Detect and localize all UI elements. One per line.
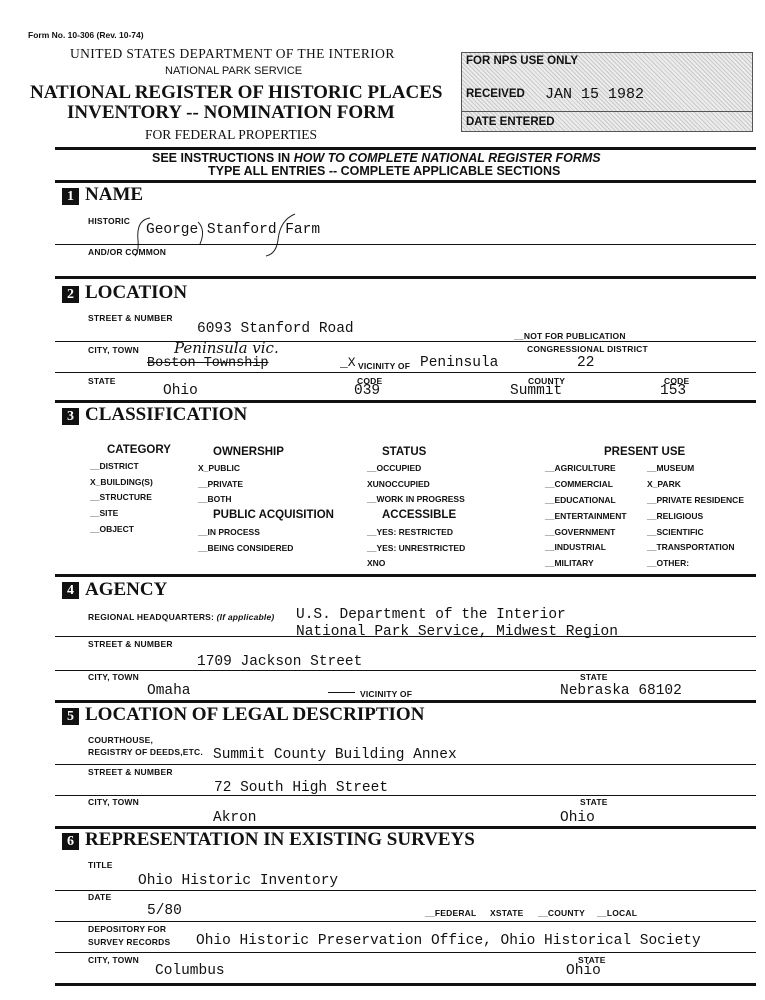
section-3-rule [55,574,756,577]
instructions-title: HOW TO COMPLETE NATIONAL REGISTER FORMS [293,151,601,165]
accessible-restricted: __YES: RESTRICTED [367,527,453,537]
depository-value: Ohio Historic Preservation Office, Ohio Historical Society [196,933,701,949]
status-header: STATUS [382,446,427,458]
city-handwritten: Peninsula vic. [174,339,279,357]
category-buildings: X_BUILDING(S) [90,476,153,487]
city-label: CITY, TOWN [88,345,139,355]
survey-title-line [55,890,756,891]
regional-hq-value-line2: National Park Service, Midwest Region [296,624,618,640]
ownership-private: __PRIVATE [198,478,244,489]
category-object: __OBJECT [90,523,134,534]
use-commercial: __COMMERCIAL [545,478,614,489]
historic-label: HISTORIC [88,216,131,226]
agency-city-value: Omaha [147,683,191,699]
survey-date-label: DATE [88,892,112,902]
survey-city-label: CITY, TOWN [88,955,139,965]
survey-date-value: 5/80 [147,903,182,919]
agency-street-value: 1709 Jackson Street [197,654,363,670]
section-3-title: CLASSIFICATION [85,404,248,425]
congressional-district-label: CONGRESSIONAL DISTRICT [527,344,648,354]
federal-properties-label: FOR FEDERAL PROPERTIES [145,127,317,142]
county-code-value: 153 [660,383,687,399]
accessible-no: XNO [367,558,386,569]
section-6-rule [55,983,756,986]
acquisition-in-process: __IN PROCESS [198,527,260,537]
county-code-label: CODE [664,376,690,386]
status-list [367,463,465,510]
present-use-list-left [545,463,627,574]
use-transportation: __TRANSPORTATION [647,542,735,553]
use-government: __GOVERNMENT [545,526,616,537]
street-label: STREET & NUMBER [88,313,173,323]
legal-city-value: Akron [213,810,257,826]
agency-street-label: STREET & NUMBER [88,639,173,649]
section-5-title: LOCATION OF LEGAL DESCRIPTION [85,704,425,725]
courthouse-label-line1: COURTHOUSE, [88,735,154,745]
accessible-header: ACCESSIBLE [382,509,457,521]
use-other: __OTHER: [647,558,690,569]
ownership-both: __BOTH [198,494,232,505]
instructions-rule [55,180,756,183]
county-value: Summit [510,383,563,399]
city-field-line [55,372,756,373]
courthouse-value: Summit County Building Annex [213,747,457,763]
section-6-number: 6 [62,833,79,850]
acquisition-list [198,527,293,558]
category-site: __SITE [90,508,119,519]
acquisition-being-considered: __BEING CONSIDERED [198,542,294,553]
survey-county: __COUNTY [538,908,585,918]
agency-state-value: Nebraska 68102 [560,683,682,699]
section-4-number: 4 [62,582,79,599]
not-for-publication-label: __NOT FOR PUBLICATION [514,331,626,341]
ownership-header: OWNERSHIP [213,446,284,458]
survey-date-line [55,921,756,922]
county-label: COUNTY [528,376,566,386]
use-private-residence: __PRIVATE RESIDENCE [647,494,744,505]
legal-street-label: STREET & NUMBER [88,767,173,777]
nps-use-label: FOR NPS USE ONLY [466,55,579,67]
section-1-rule [55,276,756,279]
agency-vicinity-blank [328,692,355,693]
legal-city-label: CITY, TOWN [88,797,139,807]
legal-street-line [55,795,756,796]
ownership-list [198,463,243,510]
use-park: X_PARK [647,478,681,489]
accessible-list [367,527,465,574]
state-value: Ohio [163,383,198,399]
use-educational: __EDUCATIONAL [545,494,616,505]
agency-state-label: STATE [580,672,608,682]
nps-use-box [461,52,753,132]
status-work-in-progress: __WORK IN PROGRESS [367,494,465,505]
section-6-title: REPRESENTATION IN EXISTING SURVEYS [85,829,475,850]
street-value: 6093 Stanford Road [197,321,354,337]
present-use-header: PRESENT USE [604,446,686,458]
depository-line [55,952,756,953]
section-3-number: 3 [62,408,79,425]
legal-state-value: Ohio [560,810,595,826]
code-value: 039 [354,383,381,399]
section-2-rule [55,400,756,403]
form-title-line2: INVENTORY -- NOMINATION FORM [67,102,395,123]
depository-label-line1: DEPOSITORY FOR [88,924,167,934]
received-label: RECEIVED [466,88,525,100]
survey-title-label: TITLE [88,860,113,870]
date-entered-label: DATE ENTERED [466,116,555,128]
section-5-number: 5 [62,708,79,725]
courthouse-field-line [55,764,756,765]
use-scientific: __SCIENTIFIC [647,526,704,537]
form-number: Form No. 10-306 (Rev. 10-74) [28,30,144,40]
nps-box-divider [462,111,752,112]
category-structure: __STRUCTURE [90,492,152,503]
use-military: __MILITARY [545,558,594,569]
survey-local: __LOCAL [597,908,638,918]
courthouse-label-line2: REGISTRY OF DEEDS,ETC. [88,747,203,757]
received-stamp: JAN 15 1982 [545,86,645,103]
acquisition-header: PUBLIC ACQUISITION [213,509,334,521]
survey-state-value: Ohio [566,963,601,979]
regional-hq-note: (If applicable) [216,612,275,622]
survey-city-value: Columbus [155,963,225,979]
survey-state-label: STATE [578,955,606,965]
use-museum: __MUSEUM [647,463,695,473]
category-district: __DISTRICT [90,461,139,471]
vicinity-mark: _X [340,355,356,370]
vicinity-value: Peninsula [420,355,499,371]
accessible-unrestricted: __YES: UNRESTRICTED [367,542,466,553]
instructions-text: SEE INSTRUCTIONS IN [152,151,294,165]
depository-label-line2: SURVEY RECORDS [88,937,171,947]
street-field-line [55,341,756,342]
survey-state: XSTATE [490,908,524,918]
form-title-line1: NATIONAL REGISTER OF HISTORIC PLACES [30,82,443,103]
agency-city-label: CITY, TOWN [88,672,139,682]
state-label: STATE [88,376,116,386]
agency-street-line [55,670,756,671]
use-industrial: __INDUSTRIAL [545,542,606,553]
category-list [90,461,153,539]
header-rule [55,147,756,150]
use-agriculture: __AGRICULTURE [545,463,616,473]
service-heading: NATIONAL PARK SERVICE [165,65,303,77]
code-label: CODE [357,376,383,386]
instructions-line2: TYPE ALL ENTRIES -- COMPLETE APPLICABLE SECTIONS [208,164,561,178]
city-struck-value: Boston Township [147,356,269,371]
survey-title-value: Ohio Historic Inventory [138,873,339,889]
vicinity-label: VICINITY OF [358,361,411,371]
historic-name-value: George Stanford Farm [146,222,321,238]
section-4-title: AGENCY [85,579,168,600]
congressional-district-value: 22 [577,355,595,371]
agency-vicinity-label: VICINITY OF [360,689,413,699]
present-use-list-right [647,463,744,574]
status-unoccupied: XUNOCCUPIED [367,478,430,489]
section-4-rule [55,700,756,703]
section-1-number: 1 [62,188,79,205]
instructions-line1 [152,151,601,165]
common-label: AND/OR COMMON [88,247,167,257]
status-occupied: __OCCUPIED [367,463,422,473]
section-1-title: NAME [85,184,144,205]
legal-state-label: STATE [580,797,608,807]
section-2-number: 2 [62,286,79,303]
regional-hq-value-line1: U.S. Department of the Interior [296,607,566,623]
hq-field-line [55,636,756,637]
historic-field-line [55,244,756,245]
survey-federal: __FEDERAL [425,908,477,918]
use-religious: __RELIGIOUS [647,510,704,521]
section-2-title: LOCATION [85,282,188,303]
ownership-public: X_PUBLIC [198,463,241,473]
category-header: CATEGORY [107,444,171,456]
regional-hq-label [88,612,274,622]
regional-hq-text: REGIONAL HEADQUARTERS: [88,612,215,622]
use-entertainment: __ENTERTAINMENT [545,510,627,521]
legal-street-value: 72 South High Street [214,780,389,796]
department-heading: UNITED STATES DEPARTMENT OF THE INTERIOR [70,46,395,61]
